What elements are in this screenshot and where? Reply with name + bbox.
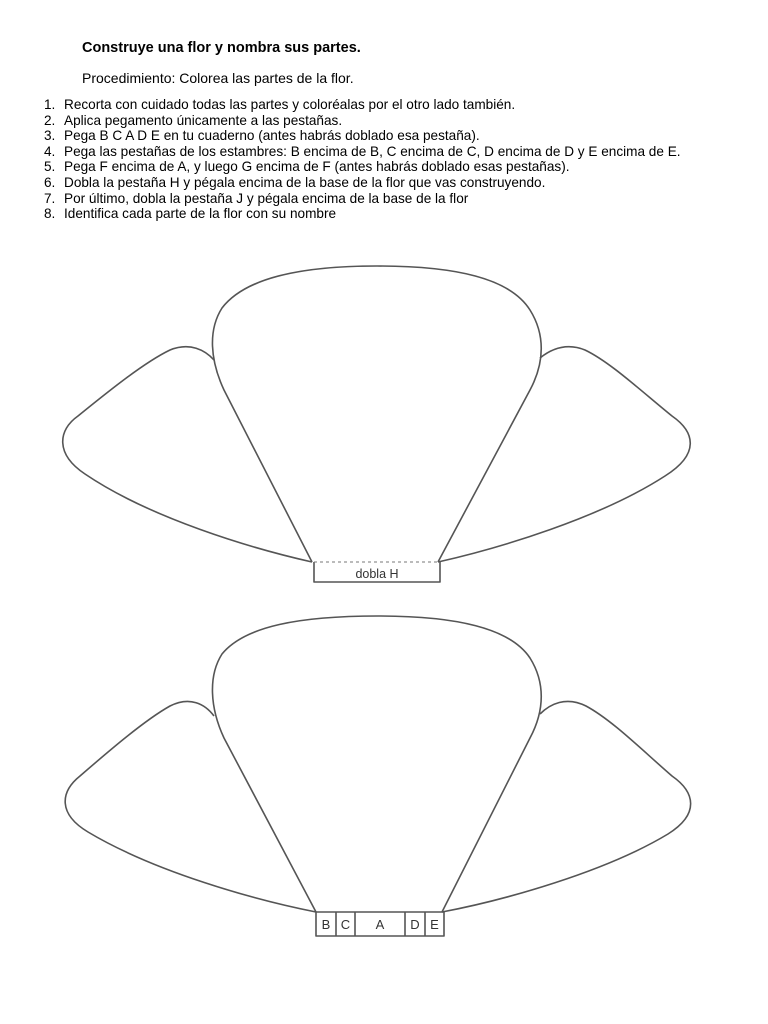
- left-petal-shape: [63, 347, 312, 562]
- step-text: Pega las pestañas de los estambres: B encima de B, C encima de C, D encima de D y E encima de E.: [64, 143, 681, 159]
- step-text: Aplica pegamento únicamente a las pestañas.: [64, 112, 343, 128]
- page-title: Construye una flor y nombra sus partes.: [82, 40, 361, 56]
- step-number: 4.: [44, 143, 56, 159]
- list-item: [44, 144, 704, 160]
- step-text: Pega F encima de A, y luego G encima de F (antes habrás doblado esas pestañas).: [64, 159, 570, 175]
- list-item: [44, 191, 704, 207]
- step-text: Identifica cada parte de la flor con su nombre: [64, 206, 337, 222]
- list-item: [44, 175, 704, 191]
- center-petal-shape: [212, 266, 541, 562]
- petal-cutout-bottom: [0, 610, 768, 950]
- step-text: Dobla la pestaña H y pégala encima de la base de la flor que vas construyendo.: [64, 174, 546, 190]
- step-number: 3.: [44, 128, 56, 144]
- tab-label-e: E: [430, 917, 439, 932]
- fold-tab-label: dobla H: [355, 567, 399, 581]
- step-number: 8.: [44, 206, 56, 222]
- tab-label-b: B: [321, 917, 331, 932]
- step-text: Pega B C A D E en tu cuaderno (antes habrás doblado esa pestaña).: [64, 128, 480, 144]
- step-number: 6.: [44, 174, 56, 190]
- step-number: 1.: [44, 97, 56, 112]
- tab-label-d: D: [410, 917, 420, 932]
- list-item: [44, 128, 704, 144]
- step-number: 7.: [44, 190, 56, 206]
- left-petal-shape: [65, 701, 316, 912]
- petal-cutout-top: [0, 250, 768, 590]
- tab-label-c: C: [340, 917, 351, 932]
- step-text: Recorta con cuidado todas las partes y coloréalas por el otro lado también.: [64, 97, 516, 112]
- list-item: [44, 113, 704, 129]
- center-petal-shape: [212, 616, 541, 912]
- right-petal-shape: [438, 347, 690, 562]
- step-number: 2.: [44, 112, 56, 128]
- right-petal-shape: [442, 701, 691, 912]
- tab-label-a: A: [375, 917, 385, 932]
- list-item: [44, 159, 704, 175]
- step-text: Por último, dobla la pestaña J y pégala encima de la base de la flor: [64, 190, 469, 206]
- list-item: [44, 97, 704, 113]
- step-number: 5.: [44, 159, 56, 175]
- procedure-text: Procedimiento: Colorea las partes de la flor.: [82, 70, 354, 86]
- steps-list: [44, 97, 704, 222]
- list-item: [44, 206, 704, 222]
